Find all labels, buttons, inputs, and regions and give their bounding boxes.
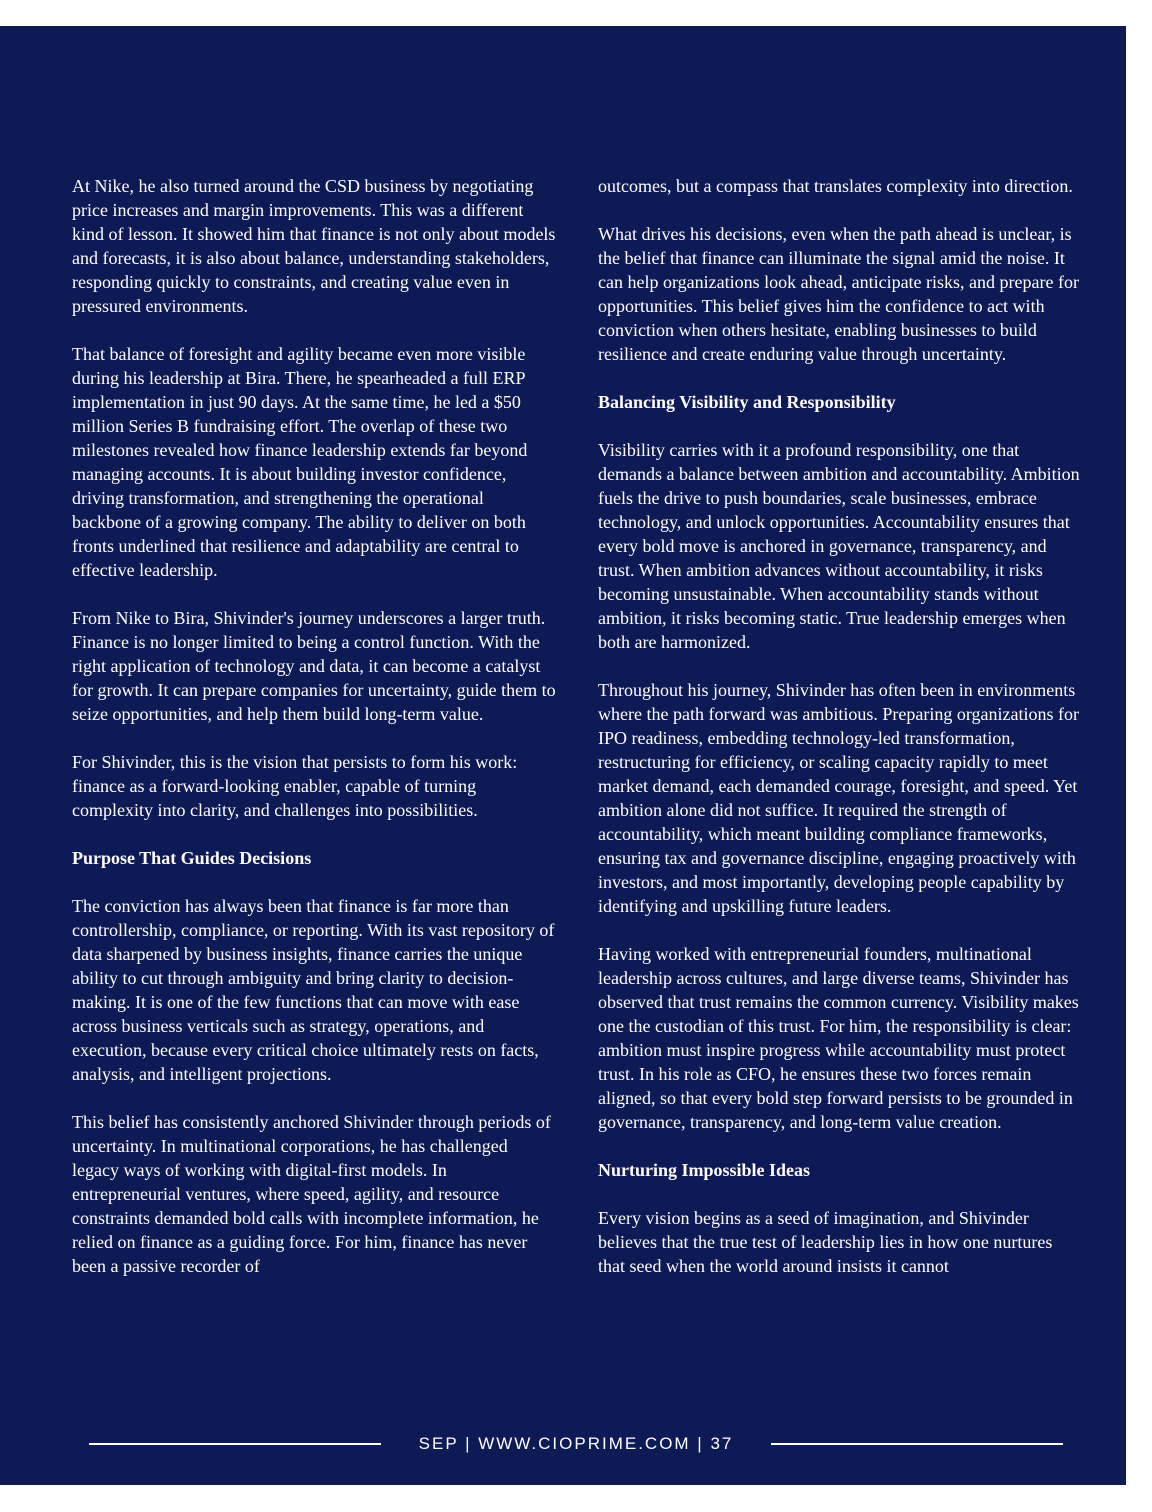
paragraph: Every vision begins as a seed of imagination, and Shivinder believes that the true test of leadership lies in how one nurtures that seed when the world around insists it cannot [598,1208,1053,1276]
paragraph: For Shivinder, this is the vision that persists to form his work: finance as a forward-looking enabler, capable of turning complexity into clarity, and challenges into possibilities. [72,752,518,820]
paragraph: From Nike to Bira, Shivinder's journey underscores a larger truth. Finance is no longer limited to being a control function. With the right application of technology and data, it can become a catalyst for growth. It can prepare companies for uncertainty, guide them to seize opportunities, and help them build long-term value. [72,608,556,724]
paragraph: The conviction has always been that finance is far more than controllership, compliance, or reporting. With its vast repository of data sharpened by business insights, finance carries the unique ability to cut through ambiguity and bring clarity to decision-making. It is one of the few functions that can move with ease across business verticals such as strategy, operations, and execution, because every critical choice ultimately rests on facts, analysis, and intelligent projections. [72,896,555,1084]
footer-text: SEP | WWW.CIOPRIME.COM | 37 [418,1434,734,1453]
paragraph: That balance of foresight and agility became even more visible during his leadership at Bira. There, he spearheaded a full ERP implementation in just 90 days. At the same time, he led a $50 million Series B fundraising effort. The overlap of these two milestones revealed how finance leadership extends far beyond managing accounts. It is about building investor confidence, driving transformation, and strengthening the operational backbone of a growing company. The ability to deliver on both fronts underlined that resilience and adaptability are central to effective leadership. [72,344,528,580]
paragraph: What drives his decisions, even when the path ahead is unclear, is the belief that finance can illuminate the signal amid the noise. It can help organizations look ahead, anticipate risks, and prepare for opportunities. This belief gives him the confidence to act with conviction when others hesitate, enabling businesses to build resilience and create enduring value through uncertainty. [598,224,1079,364]
footer-divider-right [771,1443,1063,1445]
left-column [72,174,556,1302]
section-heading: Balancing Visibility and Responsibility [598,392,896,412]
paragraph: Throughout his journey, Shivinder has often been in environments where the path forward was ambitious. Preparing organizations for IPO readiness, embedding technology-led transformation, restructuring for efficiency, or scaling capacity rapidly to meet market demand, each demanded courage, foresight, and speed. Yet ambition alone did not suffice. It required the strength of accountability, which meant building compliance frameworks, ensuring tax and governance discipline, engaging proactively with investors, and most importantly, developing people capability by identifying and upskilling future leaders. [598,680,1080,916]
section-heading: Nurturing Impossible Ideas [598,1160,811,1180]
paragraph: This belief has consistently anchored Shivinder through periods of uncertainty. In multinational corporations, he has challenged legacy ways of working with digital-first models. In entrepreneurial ventures, where speed, agility, and resource constraints demanded bold calls with incomplete information, he relied on finance as a guiding force. For him, finance has never been a passive recorder of [72,1112,551,1276]
paragraph: outcomes, but a compass that translates complexity into direction. [598,176,1073,196]
paragraph: Having worked with entrepreneurial founders, multinational leadership across cultures, and large diverse teams, Shivinder has observed that trust remains the common currency. Visibility makes one the custodian of this trust. For him, the responsibility is clear: ambition must inspire progress while accountability must protect trust. In his role as CFO, he ensures these two forces remain aligned, so that every bold step forward persists to be grounded in governance, transparency, and long-term value creation. [598,944,1079,1132]
page-footer [0,1432,1152,1456]
right-column [598,174,1082,1302]
footer-divider-left [89,1443,381,1445]
paragraph: At Nike, he also turned around the CSD business by negotiating price increases and margin improvements. This was a different kind of lesson. It showed him that finance is not only about models and forecasts, it is also about balance, understanding stakeholders, responding quickly to constraints, and creating value even in pressured environments. [72,176,556,316]
section-heading: Purpose That Guides Decisions [72,848,312,868]
paragraph: Visibility carries with it a profound responsibility, one that demands a balance between ambition and accountability. Ambition fuels the drive to push boundaries, scale businesses, embrace technology, and unlock opportunities. Accountability ensures that every bold move is anchored in governance, transparency, and trust. When ambition advances without accountability, it risks becoming unsustainable. When accountability stands without ambition, it risks becoming static. True leadership emerges when both are harmonized. [598,440,1080,652]
magazine-page [0,26,1126,1485]
